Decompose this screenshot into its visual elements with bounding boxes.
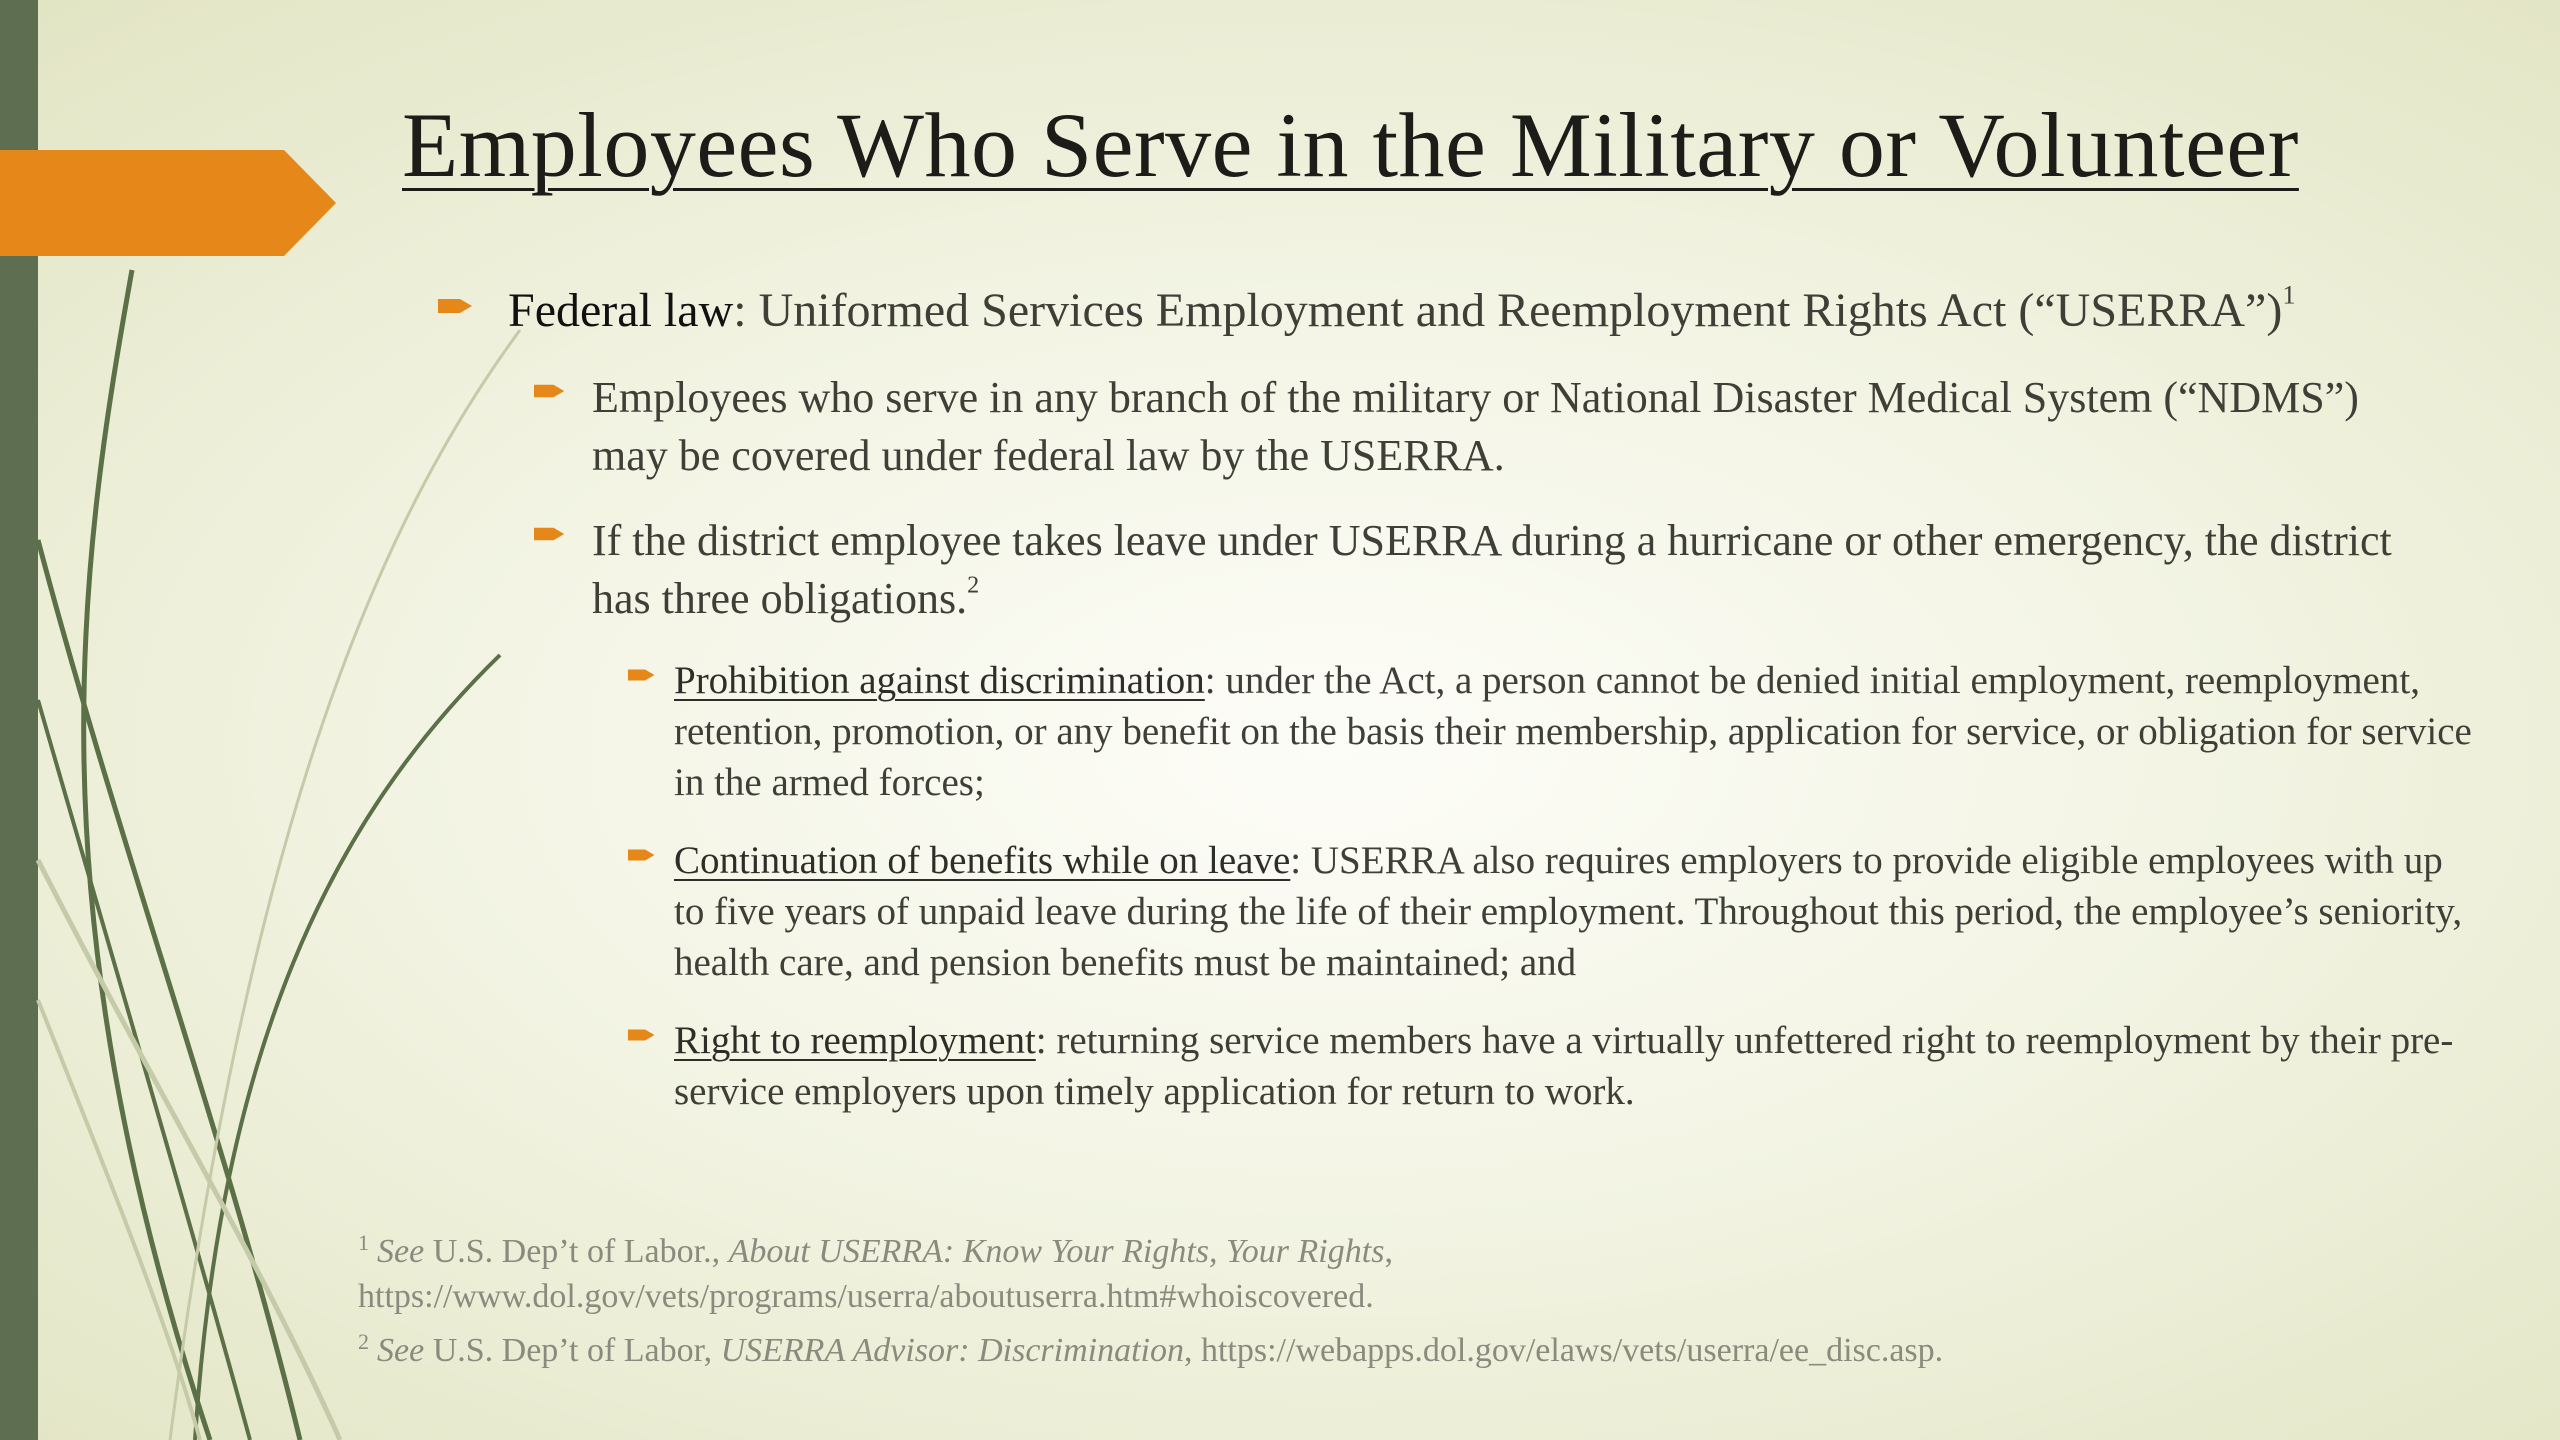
footnote-2-title: USERRA Advisor: Discrimination: [720, 1332, 1184, 1369]
arrow-bullet-icon: [628, 1026, 656, 1044]
bullet-federal-law: [438, 279, 2518, 340]
arrow-bullet-icon: [438, 295, 474, 317]
footnote-ref-2: 2: [967, 571, 980, 599]
reemployment-text: : returning service members have a virtually unfettered right to reemployment by their pre-service employers upon timely application for return to work.: [674, 1019, 2454, 1113]
bullet-three-obligations: [534, 512, 2434, 628]
prohibition-text: : under the Act, a person cannot be denied initial employment, reemployment, retention, promotion, or any benefit on the basis their membership, application for service, or obligation for service in the armed forces;: [674, 659, 2472, 804]
footnote-ref-1: 1: [2282, 279, 2296, 310]
slide-title: Employees Who Serve in the Military or Volunteer: [402, 94, 2299, 196]
obligation-right-reemployment: [628, 1015, 2478, 1117]
arrow-bullet-icon: [628, 666, 656, 684]
federal-law-label: Federal law: [508, 284, 734, 337]
obligation-continuation-benefits: [628, 835, 2478, 988]
footnote-1-url: https://www.dol.gov/vets/programs/userra/aboutuserra.htm#whoiscovered.: [358, 1278, 1374, 1315]
continuation-heading: Continuation of benefits while on leave: [674, 839, 1291, 882]
continuation-text: : USERRA also requires employers to provide eligible employees with up to five years of unpaid leave during the life of their employment. Throughout this period, the employee’s seniority, health care, and pension benefits must be maintained; and: [674, 839, 2463, 984]
three-obligations-text: If the district employee takes leave under USERRA during a hurricane or other emergency, the district has three obligations.: [592, 516, 2392, 623]
obligation-prohibition-discrimination: [628, 655, 2478, 808]
footnotes: [358, 1220, 2508, 1373]
footnote-2: $^2$ See U.S. Dep’t of Labor, USERRA Advisor: Discrimination, https://webapps.dol.gov/elaws/vets/userra/ee_disc.asp.: [358, 1329, 1944, 1369]
bullet-ndms-coverage: [534, 369, 2434, 485]
reemployment-heading: Right to reemployment: [674, 1019, 1036, 1062]
federal-law-text: : Uniformed Services Employment and Reemployment Rights Act (“USERRA”): [733, 284, 2283, 337]
prohibition-heading: Prohibition against discrimination: [674, 659, 1205, 702]
footnote-1-title: About USERRA: Know Your Rights, Your Rights: [728, 1233, 1385, 1270]
arrow-bullet-icon: [534, 524, 566, 544]
ndms-coverage-text: Employees who serve in any branch of the military or National Disaster Medical System (“NDMS”) may be covered under federal law by the USERRA.: [592, 373, 2359, 480]
arrow-bullet-icon: [534, 381, 566, 401]
footnote-1: $^1$ See U.S. Dep’t of Labor., About USERRA: Know Your Rights, Your Rights,: [358, 1230, 1393, 1270]
orange-arrow-tab: [0, 150, 336, 256]
arrow-bullet-icon: [628, 846, 656, 864]
